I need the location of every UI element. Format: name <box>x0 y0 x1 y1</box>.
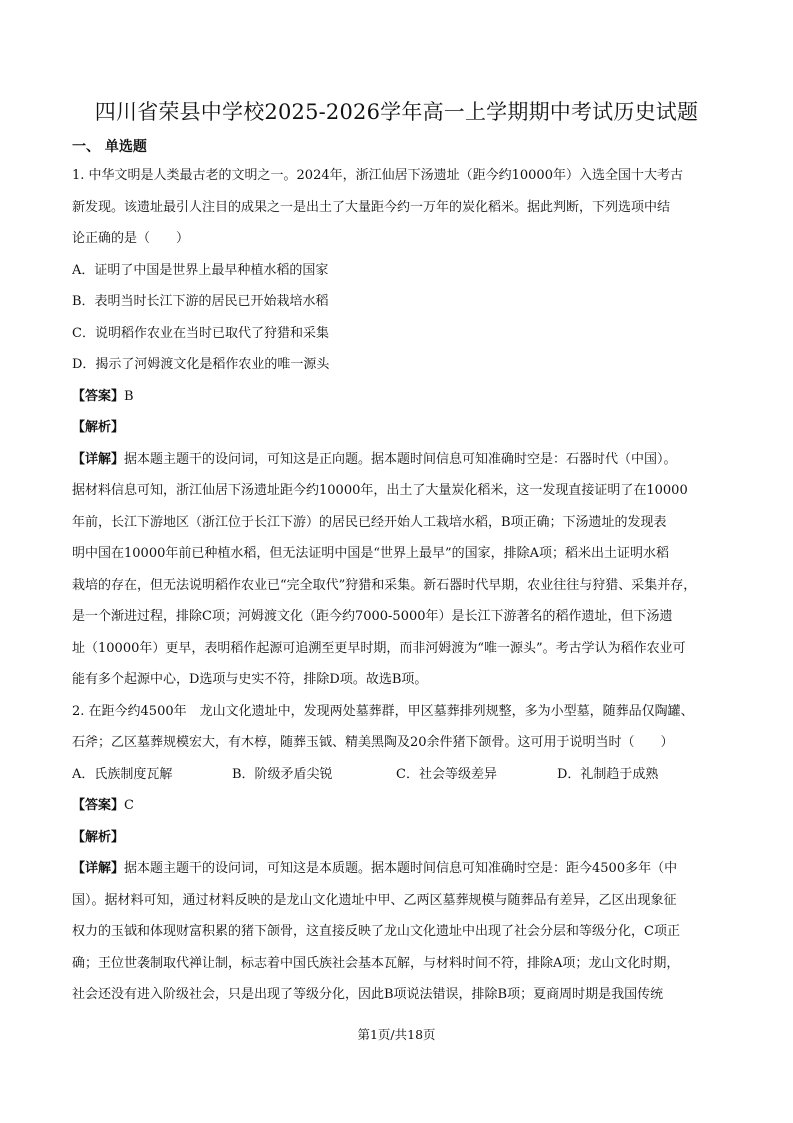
q2-detail-line <box>72 859 732 891</box>
q1-detail-line: 址（10000年）更早，表明稻作起源可追溯至更早时期，而非河姆渡为“唯一源头”。考古学认为稻作农业可 <box>72 640 686 656</box>
analysis-tag: 【解析】 <box>72 829 125 845</box>
q1-option-b: B．表明当时长江下游的居民已开始栽培水稻 <box>72 294 329 309</box>
detail-tag: 【详解】 <box>72 451 125 467</box>
page-title: 四川省荣县中学校2025-2026学年高一上学期期中考试历史试题 <box>94 100 699 124</box>
detail-tag: 【详解】 <box>72 861 125 876</box>
q2-option-c: C．社会等级差异 <box>396 766 497 782</box>
q2-option-b: B．阶级矛盾尖锐 <box>232 766 333 782</box>
answer-value: C <box>124 798 134 813</box>
q2-detail-line: 社会还没有进入阶级社会，只是出现了等级分化，因此B项说法错误，排除B项；夏商周时期是我国传统 <box>72 987 664 1002</box>
detail-text: 据本题主题干的设问词，可知这是本质题。据本题时间信息可知准确时空是：距今4500多年（中 <box>124 861 678 876</box>
q1-detail-line: 能有多个起源中心，D选项与史实不符，排除D项。故选B项。 <box>72 672 428 687</box>
q1-detail-line: 年前，长江下游地区（浙江位于长江下游）的居民已经开始人工栽培水稻，B项正确；下汤遗址的发现表 <box>72 514 667 530</box>
q2-option-a: A．氏族制度瓦解 <box>72 766 173 782</box>
page-number: 第1页/共18页 <box>357 1027 436 1042</box>
question-content <box>72 166 732 1017</box>
q2-analysis <box>72 828 732 860</box>
q2-stem-line: 石斧；乙区墓葬规模宏大，有木椁，随葬玉钺、精美黑陶及20余件猪下颌骨。这可用于说明当时（ ） <box>72 735 674 750</box>
section-heading: 一、 单选题 <box>72 139 147 155</box>
q2-options <box>72 765 732 797</box>
q1-stem-line: 论正确的是（ ） <box>72 231 190 246</box>
q2-stem-line: 2. 在距今约4500年 龙山文化遗址中，发现两处墓葬群，甲区墓葬排列规整，多为小型墓，随葬品仅陶罐、 <box>72 703 694 719</box>
q1-analysis <box>72 418 732 450</box>
q1-stem-line: 新发现。该遗址最引人注目的成果之一是出土了大量距今约一万年的炭化稻米。据此判断，下列选项中结 <box>72 199 671 215</box>
q2-option-d: D．礼制趋于成熟 <box>557 766 659 782</box>
q1-detail-line: 是一个渐进过程，排除C项；河姆渡文化（距今约7000-5000年）是长江下游著名的稻作遗址，但下汤遗 <box>72 609 673 624</box>
q1-detail-line: 明中国在10000年前已种植水稻，但无法证明中国是“世界上最早”的国家，排除A项；稻米出土证明水稻 <box>72 546 670 561</box>
q2-answer <box>72 796 732 828</box>
answer-tag: 【答案】 <box>72 388 125 404</box>
analysis-tag: 【解析】 <box>72 420 125 435</box>
q2-detail-line: 权力的玉钺和体现财富积累的猪下颌骨，这直接反映了龙山文化遗址中出现了社会分层和等级分化，C项正 <box>72 924 680 939</box>
q1-option-c: C．说明稻作农业在当时已取代了狩猎和采集 <box>72 325 329 341</box>
detail-text: 据本题主题干的设问词，可知这是正向题。据本题时间信息可知准确时空是：石器时代（中国）。 <box>124 451 677 467</box>
q1-detail-line: 据材料信息可知，浙江仙居下汤遗址距今约10000年，出土了大量炭化稻米，这一发现直接证明了在10000 <box>72 483 688 498</box>
q1-option-d: D．揭示了河姆渡文化是稻作农业的唯一源头 <box>72 357 330 372</box>
q1-detail-line: 栽培的存在，但无法说明稻作农业已“完全取代”狩猎和采集。新石器时代早期，农业往往与狩猎、采集并存， <box>72 577 697 593</box>
answer-value: B <box>124 388 134 404</box>
answer-tag: 【答案】 <box>72 798 125 813</box>
q2-detail-line: 确；王位世袭制取代禅让制，标志着中国氏族社会基本瓦解，与材料时间不符，排除A项；龙山文化时期， <box>72 955 680 971</box>
q2-detail-line: 国）。据材料可知，通过材料反映的是龙山文化遗址中甲、乙两区墓葬规模与随葬品有差异，乙区出现象征 <box>72 892 677 908</box>
q1-option-a: A．证明了中国是世界上最早种植水稻的国家 <box>72 262 329 278</box>
q1-detail-line <box>72 450 732 482</box>
q1-answer <box>72 387 732 419</box>
q1-stem-line: 1. 中华文明是人类最古老的文明之一。2024年，浙江仙居下汤遗址（距今约10000年）入选全国十大考古 <box>72 168 683 183</box>
